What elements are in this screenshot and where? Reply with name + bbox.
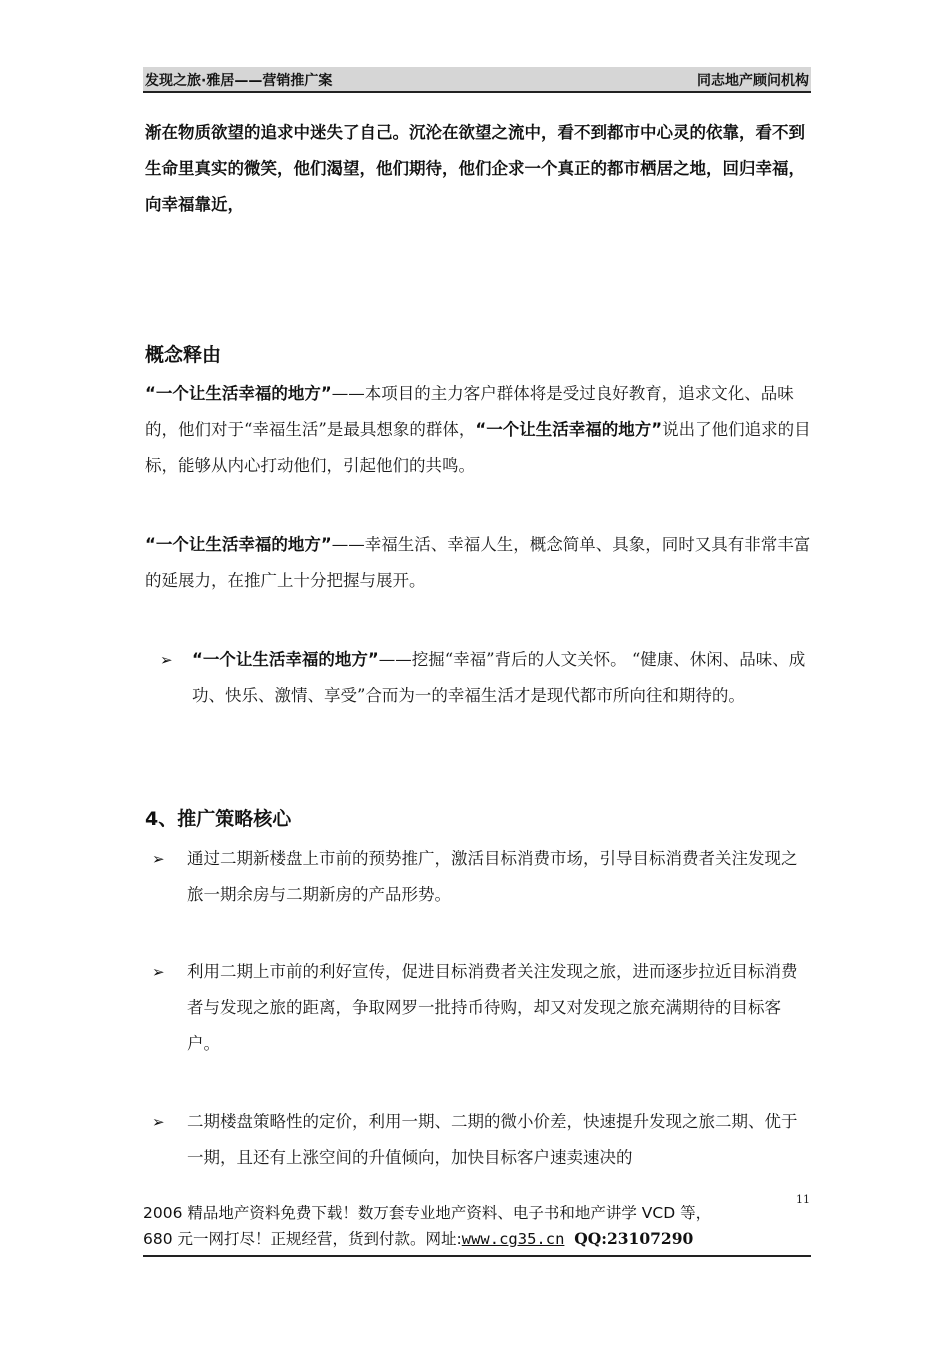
bullet-arrow-icon: ➢ [152,963,165,981]
concept-paragraph-2 [145,527,813,599]
footer-promo-text: 680 元一网打尽！正规经营，货到付款。网址: [143,1230,462,1248]
concept-slogan: “一个让生活幸福的地方” [145,535,332,554]
concept-text: ——挖掘“幸福”背后的人文关怀。 “健康、休闲、品味、成功、快乐、激情、享受”合而为一的幸福生活才是现代都市所向往和期待的。 [192,650,806,705]
footer-divider [143,1255,811,1257]
concept-text: 说出了他们追求的目标，能够从内心打动他们，引起他们的共鸣。 [145,420,811,475]
page-header [143,67,811,93]
strategy-section-title: 4、推广策略核心 [145,808,292,830]
concept-text: ——幸福生活、幸福人生，概念简单、具象，同时又具有非常丰富的延展力，在推广上十分把握与展开。 [145,535,811,590]
bullet-arrow-icon: ➢ [152,1113,165,1131]
concept-slogan: “一个让生活幸福的地方” [145,384,332,403]
footer-qq-number: QQ:23107290 [574,1229,694,1248]
concept-section-title: 概念释由 [145,344,222,366]
page-number: 11 [796,1193,810,1206]
bullet-arrow-icon: ➢ [160,651,173,669]
intro-paragraph: 渐在物质欲望的追求中迷失了自己。沉沦在欲望之流中，看不到都市中心灵的依靠，看不到生命里真实的微笑，他们渴望，他们期待，他们企求一个真正的都市栖居之地，回归幸福，向幸福靠近， [145,123,805,214]
concept-slogan: “一个让生活幸福的地方” [475,420,663,439]
concept-slogan: “一个让生活幸福的地方” [192,650,379,669]
concept-text: ——本项目的主力客户群体将是受过良好教育，追求文化、品味的，他们对于“幸福生活”是最具想象的群体， [145,384,794,439]
bullet-arrow-icon: ➢ [152,850,165,868]
strategy-bullet-1: 通过二期新楼盘上市前的预势推广，激活目标消费市场，引导目标消费者关注发现之旅一期余房与二期新房的产品形势。 [187,849,798,904]
header-document-title: 发现之旅·雅居——营销推广案 [145,73,333,89]
page-footer [143,1200,811,1252]
strategy-bullet-2: 利用二期上市前的利好宣传，促进目标消费者关注发现之旅，进而逐步拉近目标消费者与发现之旅的距离，争取网罗一批持币待购，却又对发现之旅充满期待的目标客户。 [187,962,798,1053]
footer-line-2 [143,1226,811,1252]
concept-paragraph-1 [145,376,813,484]
footer-line-1: 2006 精品地产资料免费下载！数万套专业地产资料、电子书和地产讲学 VCD 等， [143,1204,712,1222]
strategy-bullet-3: 二期楼盘策略性的定价，利用一期、二期的微小价差，快速提升发现之旅二期、优于一期，且还有上涨空间的升值倾向，加快目标客户速卖速决的 [187,1112,798,1167]
header-company-name: 同志地产顾问机构 [697,73,809,89]
footer-website-link[interactable]: www.cg35.cn [461,1230,565,1248]
concept-bullet-text [192,642,812,714]
